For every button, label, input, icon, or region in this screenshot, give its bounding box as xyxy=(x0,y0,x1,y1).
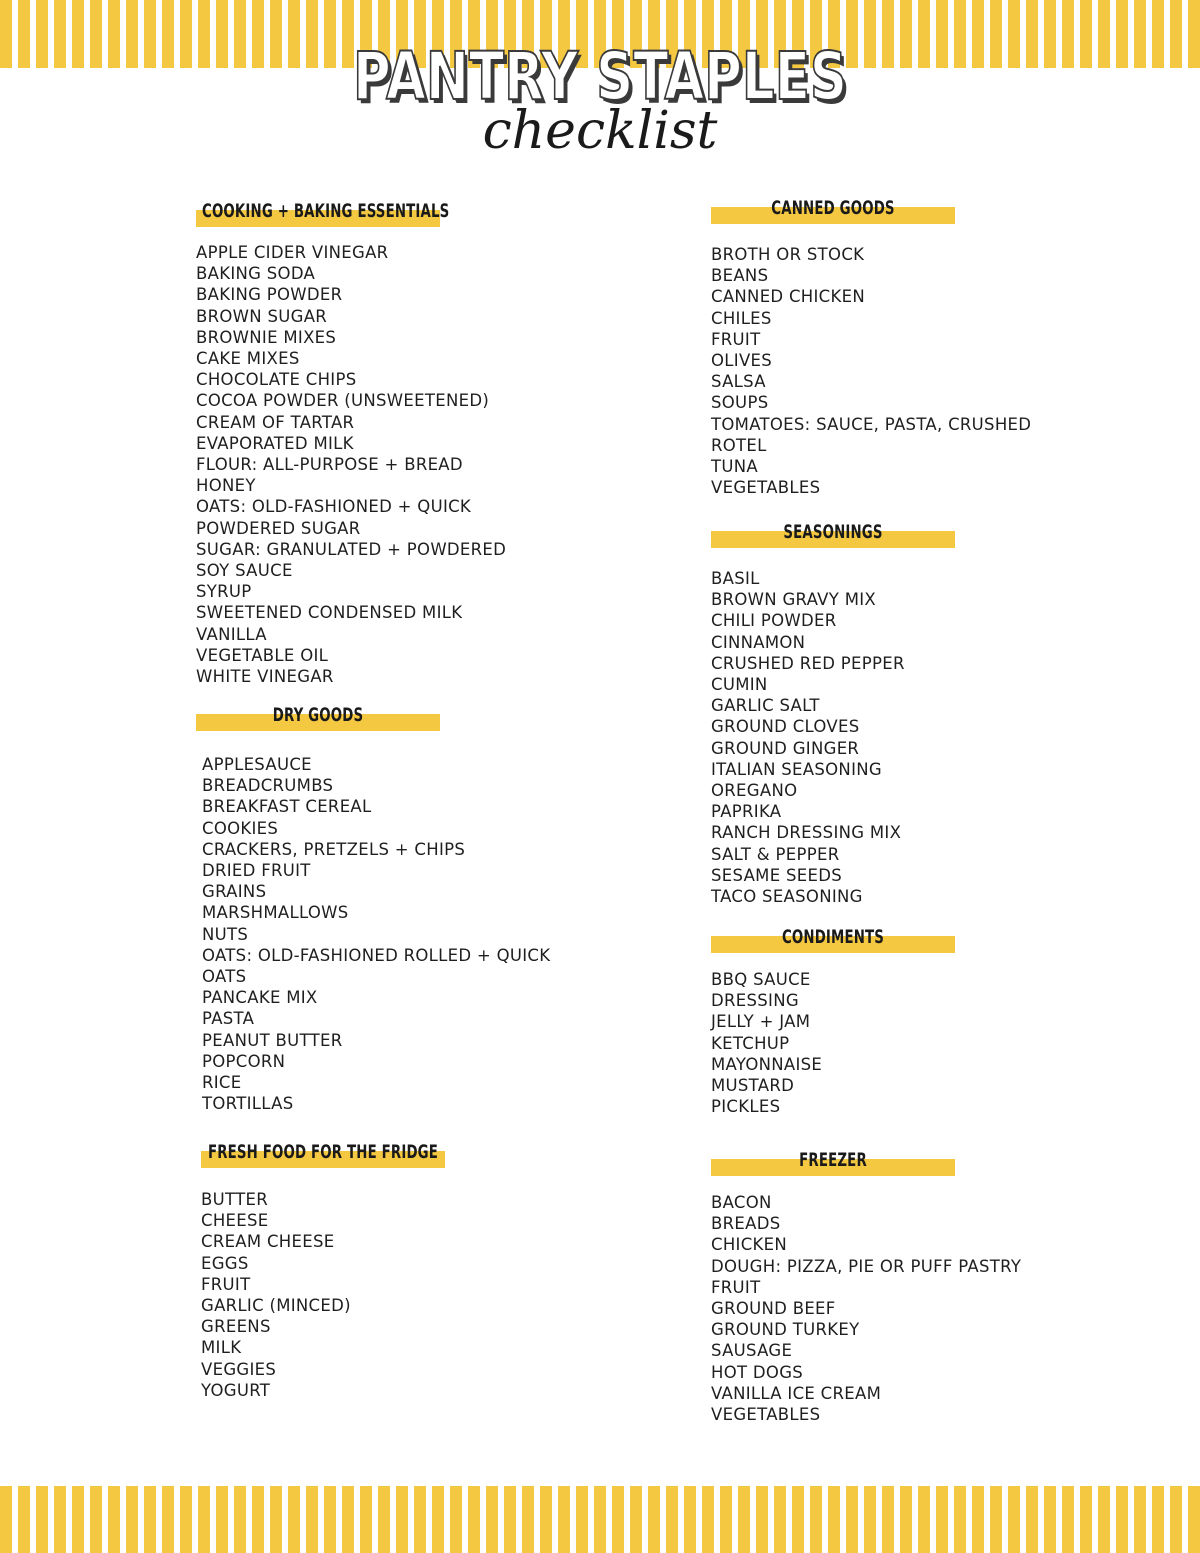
checklist-item: PANCAKE MIX xyxy=(202,988,318,1008)
checklist-item: TUNA xyxy=(711,457,758,477)
item-list xyxy=(196,242,506,687)
checklist-item: SOY SAUCE xyxy=(196,561,293,581)
checklist-item: GREENS xyxy=(201,1317,271,1337)
checklist-item: TACO SEASONING xyxy=(711,887,863,907)
checklist-item: BREADS xyxy=(711,1214,781,1234)
checklist-item: DRIED FRUIT xyxy=(202,861,311,881)
checklist-item: SALSA xyxy=(711,372,766,392)
checklist-item: VANILLA ICE CREAM xyxy=(711,1383,882,1403)
checklist-item: CINNAMON xyxy=(711,632,806,652)
checklist-item: VEGGIES xyxy=(201,1359,277,1379)
checklist-item: ITALIAN SEASONING xyxy=(711,759,882,779)
checklist-item: GARLIC (MINCED) xyxy=(201,1296,351,1316)
item-list xyxy=(711,568,955,907)
checklist-item: BUTTER xyxy=(201,1190,268,1209)
section-header xyxy=(201,1141,445,1171)
checklist-item: WHITE VINEGAR xyxy=(196,667,334,687)
item-list xyxy=(202,754,550,1114)
checklist-item: PASTA xyxy=(202,1009,255,1029)
checklist-item: HOT DOGS xyxy=(711,1362,804,1382)
checklist-item: CHICKEN xyxy=(711,1235,788,1255)
checklist-item: GROUND CLOVES xyxy=(711,717,860,737)
checklist-item: CHILI POWDER xyxy=(711,611,837,631)
checklist-item: YOGURT xyxy=(201,1380,271,1400)
checklist-item: BREADCRUMBS xyxy=(202,776,334,796)
checklist-item: MAYONNAISE xyxy=(711,1054,823,1074)
checklist-item: GARLIC SALT xyxy=(711,696,820,716)
bottom-stripe-border xyxy=(0,1486,1200,1553)
checklist-item: POPCORN xyxy=(202,1051,286,1071)
checklist-item: SOUPS xyxy=(711,393,769,413)
checklist-item: BBQ SAUCE xyxy=(711,970,811,989)
checklist-item: CUMIN xyxy=(711,675,768,695)
checklist-item: APPLE CIDER VINEGAR xyxy=(196,243,389,262)
section-title: SEASONINGS xyxy=(783,521,883,543)
item-list xyxy=(711,1192,1021,1425)
section-header xyxy=(711,926,955,956)
section-header xyxy=(196,200,450,230)
section-title: CONDIMENTS xyxy=(781,926,885,948)
checklist-item: EVAPORATED MILK xyxy=(196,433,354,453)
section-header xyxy=(711,521,955,551)
checklist-item: EGGS xyxy=(201,1253,249,1273)
checklist-item: TOMATOES: SAUCE, PASTA, CRUSHED xyxy=(711,414,1032,434)
checklist-item: CANNED CHICKEN xyxy=(711,287,865,307)
section-canned-goods xyxy=(711,197,1031,498)
section-condiments xyxy=(711,926,955,1117)
checklist-item: BASIL xyxy=(711,569,760,588)
section-title: FRESH FOOD FOR THE FRIDGE xyxy=(207,1141,439,1163)
checklist-item: RANCH DRESSING MIX xyxy=(711,823,902,843)
checklist-item: SWEETENED CONDENSED MILK xyxy=(196,603,463,623)
checklist-item: SALT & PEPPER xyxy=(711,844,840,864)
checklist-item: OREGANO xyxy=(711,781,798,801)
checklist-item: SESAME SEEDS xyxy=(711,865,842,885)
checklist-item: CREAM OF TARTAR xyxy=(196,412,355,432)
checklist-item: SUGAR: GRANULATED + POWDERED xyxy=(196,539,507,559)
section-dry-goods xyxy=(196,704,550,1114)
section-fresh-fridge xyxy=(201,1141,445,1401)
checklist-item: DOUGH: PIZZA, PIE OR PUFF PASTRY xyxy=(711,1256,1022,1276)
checklist-item: CREAM CHEESE xyxy=(201,1232,335,1252)
item-list xyxy=(711,969,955,1117)
checklist-item: HONEY xyxy=(196,476,256,496)
section-seasonings xyxy=(711,521,955,907)
checklist-item: CAKE MIXES xyxy=(196,349,300,369)
checklist-item: PICKLES xyxy=(711,1097,781,1117)
section-title: DRY GOODS xyxy=(272,704,364,726)
checklist-item: OATS xyxy=(202,967,247,987)
checklist-item: MARSHMALLOWS xyxy=(202,903,349,923)
checklist-item: APPLESAUCE xyxy=(202,755,312,774)
section-title: FREEZER xyxy=(799,1149,867,1171)
checklist-item: CRUSHED RED PEPPER xyxy=(711,653,905,673)
checklist-item: FRUIT xyxy=(711,329,761,349)
checklist-item: BREAKFAST CEREAL xyxy=(202,797,372,817)
checklist-item: CHEESE xyxy=(201,1211,269,1231)
checklist-item: GROUND BEEF xyxy=(711,1299,836,1319)
section-cooking-baking xyxy=(196,200,506,687)
checklist-item: BEANS xyxy=(711,266,769,286)
checklist-item: MILK xyxy=(201,1338,242,1358)
checklist-item: GROUND GINGER xyxy=(711,738,860,758)
checklist-item: BROTH OR STOCK xyxy=(711,245,865,264)
checklist-item: BROWN SUGAR xyxy=(196,306,328,326)
checklist-item: SAUSAGE xyxy=(711,1341,793,1361)
checklist-item: BAKING SODA xyxy=(196,264,316,284)
page-title: PANTRY STAPLES xyxy=(353,38,847,115)
section-freezer xyxy=(711,1149,1021,1425)
checklist-item: CHILES xyxy=(711,308,772,328)
section-header xyxy=(196,704,440,734)
checklist-item: OATS: OLD-FASHIONED ROLLED + QUICK xyxy=(202,945,551,965)
section-header xyxy=(711,197,955,227)
checklist-item: POWDERED SUGAR xyxy=(196,518,361,538)
checklist-item: VEGETABLES xyxy=(711,1405,821,1425)
checklist-item: OLIVES xyxy=(711,351,773,371)
checklist-item: DRESSING xyxy=(711,991,799,1011)
checklist-item: MUSTARD xyxy=(711,1076,795,1096)
checklist-item: CRACKERS, PRETZELS + CHIPS xyxy=(202,839,466,859)
checklist-item: SYRUP xyxy=(196,582,252,602)
checklist-item: PAPRIKA xyxy=(711,802,782,822)
checklist-item: FRUIT xyxy=(711,1277,761,1297)
checklist-item: TORTILLAS xyxy=(202,1094,294,1114)
checklist-item: NUTS xyxy=(202,924,249,944)
page-subtitle: checklist xyxy=(482,101,718,161)
checklist-item: CHOCOLATE CHIPS xyxy=(196,370,357,390)
checklist-item: VEGETABLE OIL xyxy=(196,645,329,665)
checklist-item: FLOUR: ALL-PURPOSE + BREAD xyxy=(196,455,463,475)
section-header xyxy=(711,1149,955,1179)
checklist-item: JELLY + JAM xyxy=(711,1012,811,1032)
checklist-item: BAKING POWDER xyxy=(196,285,343,305)
checklist-item: GRAINS xyxy=(202,882,267,902)
checklist-item: COCOA POWDER (UNSWEETENED) xyxy=(196,391,490,411)
checklist-item: ROTEL xyxy=(711,435,767,455)
checklist-item: VEGETABLES xyxy=(711,478,821,498)
checklist-item: RICE xyxy=(202,1073,242,1093)
checklist-item: BROWNIE MIXES xyxy=(196,327,337,347)
checklist-item: FRUIT xyxy=(201,1274,251,1294)
checklist-item: VANILLA xyxy=(196,624,267,644)
checklist-item: KETCHUP xyxy=(711,1033,790,1053)
checklist-item: BACON xyxy=(711,1193,772,1212)
checklist-item: PEANUT BUTTER xyxy=(202,1030,343,1050)
section-title: CANNED GOODS xyxy=(771,197,895,219)
checklist-item: GROUND TURKEY xyxy=(711,1320,860,1340)
item-list xyxy=(711,244,1031,498)
checklist-item: OATS: OLD-FASHIONED + QUICK xyxy=(196,497,472,517)
checklist-item: BROWN GRAVY MIX xyxy=(711,590,877,610)
checklist-item: COOKIES xyxy=(202,818,279,838)
section-title: COOKING + BAKING ESSENTIALS xyxy=(202,200,450,222)
item-list xyxy=(201,1189,445,1401)
